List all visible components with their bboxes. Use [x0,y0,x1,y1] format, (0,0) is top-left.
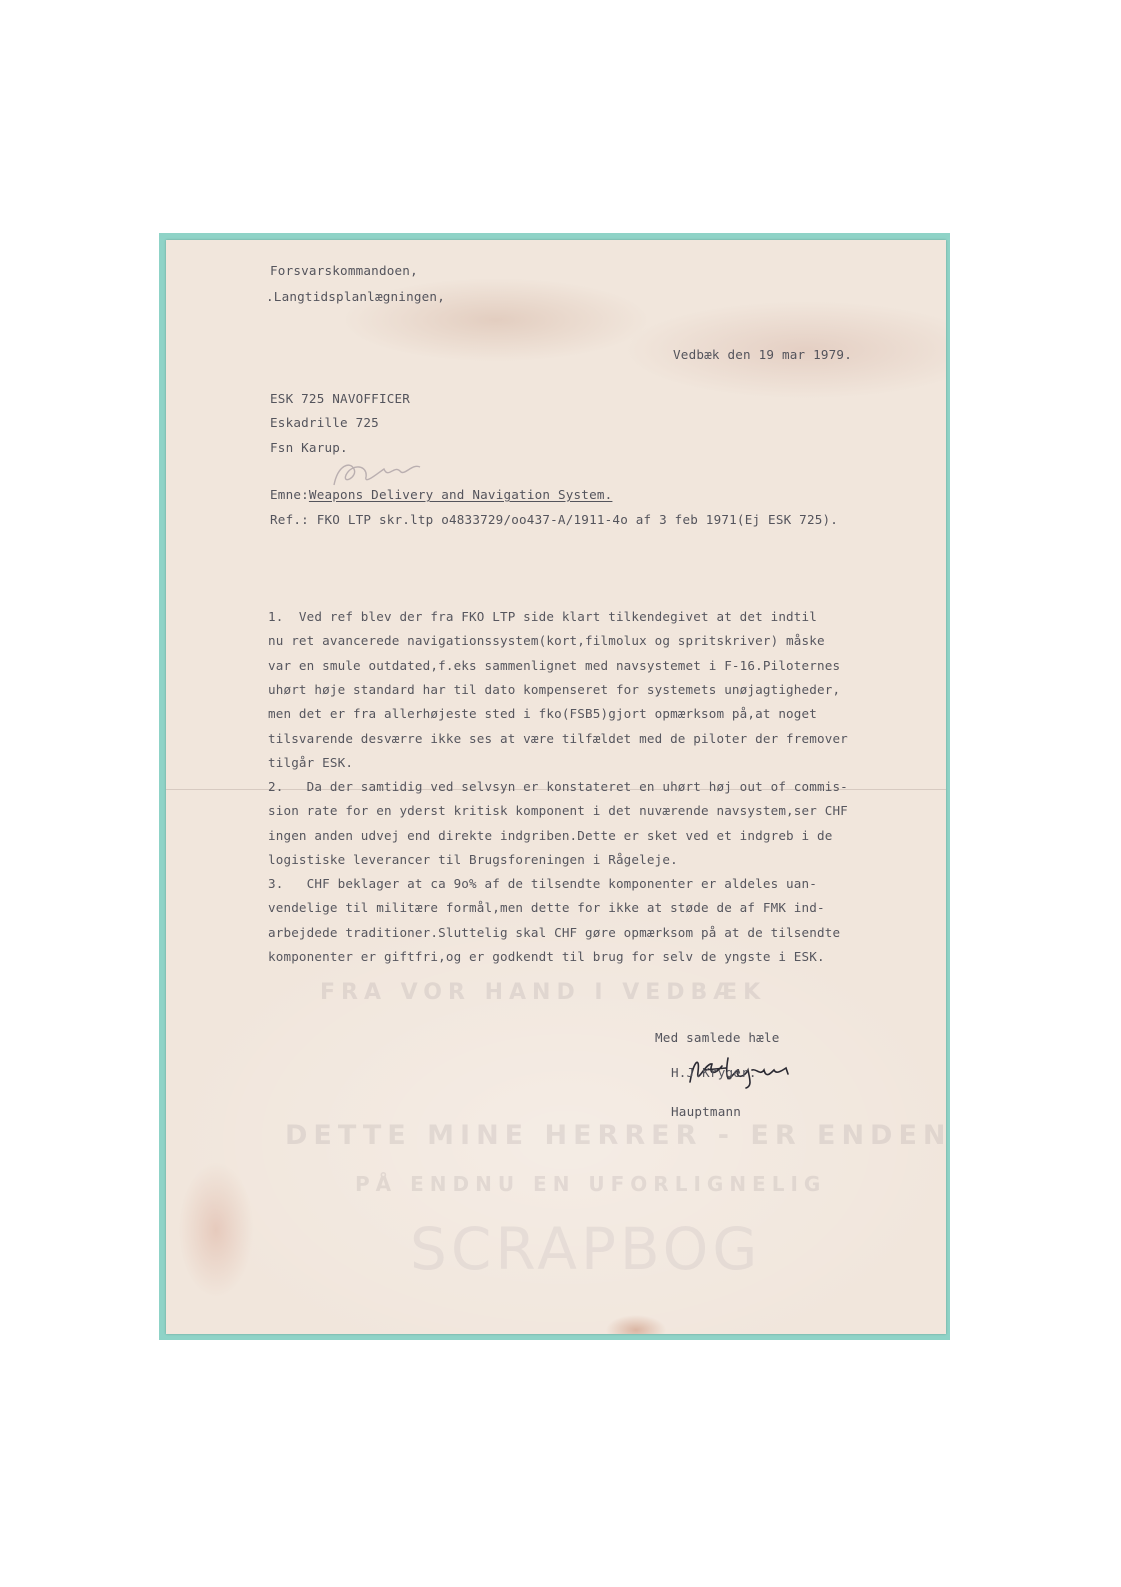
recipient-line-1: ESK 725 NAVOFFICER [270,391,411,406]
body-line: 3. CHF beklager at ca 9o% af de tilsendte komponenter er aldeles uan- [268,876,817,891]
body-line: uhørt høje standard har til dato kompenseret for systemets unøjagtigheder, [268,682,841,697]
reference-line: Ref.: FKO LTP skr.ltp o4833729/oo437-A/1911-4o af 3 feb 1971(Ej ESK 725). [270,512,839,527]
body-line: var en smule outdated,f.eks sammenlignet med navsystemet i F-16.Piloternes [268,658,841,673]
body-line: tilsvarende desværre ikke ses at være tilfældet med de piloter der fremover [268,731,848,746]
faded-stamp-line-1: FRA VOR HAND I VEDBÆK [320,980,767,1005]
subject-label: Emne: [270,487,309,502]
body-line: komponenter er giftfri,og er godkendt til brug for selv de yngste i ESK. [268,949,825,964]
faded-stamp-line-2: DETTE MINE HERRER - ER ENDEN [285,1120,952,1151]
faded-stamp-line-4: SCRAPBOG [410,1215,762,1283]
letter-date: Vedbæk den 19 mar 1979. [673,347,852,362]
closing-line: Med samlede hæle [655,1030,780,1045]
body-line: vendelige til militære formål,men dette for ikke at støde de af FMK ind- [268,900,825,915]
body-line: 1. Ved ref blev der fra FKO LTP side klart tilkendegivet at det indtil [268,609,817,624]
body-line: tilgår ESK. [268,755,354,770]
body-line: ingen anden udvej end direkte indgriben.Dette er sket ved et indgreb i de [268,828,833,843]
signer-name: H.J.Kryger. [671,1065,757,1080]
sender-line-1: Forsvarskommandoen, [270,263,418,278]
body-line: 2. Da der samtidig ved selvsyn er konstateret en uhørt høj out of commis- [268,779,848,794]
body-line: nu ret avancerede navigationssystem(kort,filmolux og spritskriver) måske [268,633,825,648]
body-line: arbejdede traditioner.Sluttelig skal CHF gøre opmærksom på at de tilsendte [268,925,841,940]
subject-line [270,487,612,502]
subject-text: Weapons Delivery and Navigation System. [308,487,613,502]
recipient-line-2: Eskadrille 725 [270,415,379,430]
body-line: men det er fra allerhøjeste sted i fko(FSB5)gjort opmærksom på,at noget [268,706,817,721]
sender-line-2: .Langtidsplanlægningen, [266,289,445,304]
signer-rank: Hauptmann [671,1104,742,1119]
recipient-line-3: Fsn Karup. [270,440,348,455]
body-line: sion rate for en yderst kritisk komponent i det nuværende navsystem,ser CHF [268,803,848,818]
body-line: logistiske leverancer til Brugsforeningen i Rågeleje. [268,852,678,867]
faded-stamp-line-3: PÅ ENDNU EN UFORLIGNELIG [355,1172,827,1196]
